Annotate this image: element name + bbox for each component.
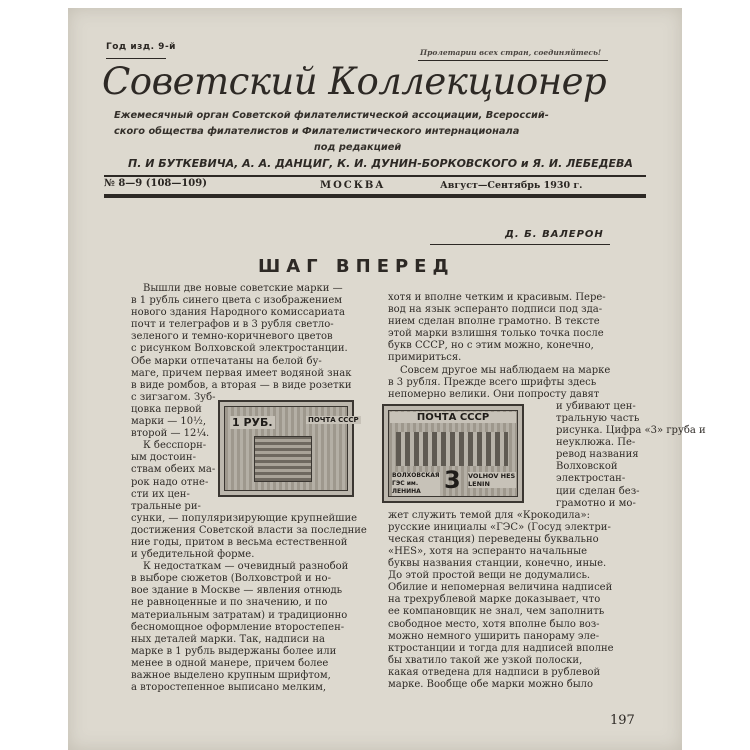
text-line: с рисунком Волховской электростанции.: [131, 343, 348, 355]
text-line: сти их цен-: [131, 488, 190, 500]
text-line: Обе марки отпечатаны на белой бу-: [131, 355, 322, 367]
text-line: в 3 рубля. Прежде всего шрифты здесь: [388, 376, 597, 388]
text-line: К бесспорн-: [143, 440, 207, 452]
editorship-label: под редакцией: [314, 142, 402, 153]
stamp-3-rouble: [382, 404, 524, 503]
text-line: До этой простой вещи не додумались.: [388, 570, 591, 582]
text-line: ревод названия: [556, 449, 639, 461]
text-line: Волховской: [556, 461, 618, 473]
masthead: Советский Коллекционер: [102, 60, 607, 103]
text-line: не равноценные и по значению, и по: [131, 597, 328, 609]
article-title: ШАГ ВПЕРЕД: [258, 256, 455, 277]
text-line: ние годы, притом в весьма естественной: [131, 536, 348, 548]
stamp-2-left-caption: ВОЛХОВСКАЯ ГЭС им. ЛЕНИНА: [392, 472, 440, 495]
text-line: важное выделено крупным шрифтом,: [131, 670, 331, 681]
text-line: электростан-: [556, 473, 626, 485]
stamp-2-country: ПОЧТА СССР: [390, 412, 516, 423]
author-rule: [430, 244, 610, 245]
text-line: почт и телеграфов и в 3 рубля светло-: [131, 319, 334, 331]
text-line: второй — 12¼.: [131, 428, 210, 440]
text-line: рисунка. Цифра «3» груба и: [556, 425, 706, 437]
text-line: в виде ромбов, а вторая — в виде розетки: [131, 379, 352, 391]
masthead-rule-bottom: [104, 194, 646, 198]
text-line: Вышли две новые советские марки —: [143, 283, 343, 294]
issue-city: МОСКВА: [320, 180, 386, 191]
text-line: ческая станция) переведены буквально: [388, 533, 599, 545]
text-line: буквы названия станции, конечно, иные.: [388, 558, 607, 570]
text-line: рок надо отне-: [131, 476, 209, 488]
text-line: марке в 1 рубль выдержаны более или: [131, 645, 337, 657]
text-line: бы хватило такой же узкой полоски,: [388, 654, 583, 666]
text-line: ее компановщик не знал, чем заполнить: [388, 606, 605, 618]
text-line: Совсем другое мы наблюдаем на марке: [400, 364, 611, 376]
text-line: а второстепенное выписано мелким,: [131, 682, 327, 694]
text-line: непомерно велики. Они попросту давят: [388, 388, 600, 400]
page-number: 197: [610, 713, 635, 728]
text-line: менее в одной манере, причем более: [131, 657, 329, 669]
text-line: нием сделан вполне грамотно. В тексте: [388, 316, 600, 328]
text-line: жет служить темой для «Крокодила»:: [388, 509, 590, 521]
text-line: зеленого и темно-коричневого цветов: [131, 331, 333, 343]
text-line: и убедительной форме.: [131, 549, 255, 561]
issue-number: № 8—9 (108—109): [104, 178, 207, 189]
text-line: можно немного уширить панораму эле-: [388, 630, 600, 642]
text-line: бесномощное оформление второстепен-: [131, 621, 345, 633]
text-line: на трехрублевой марке доказывает, что: [388, 594, 601, 606]
text-line: Обилие и непомерная величина надписей: [388, 582, 613, 594]
text-line: примириться.: [388, 352, 462, 364]
text-line: грамотно и мо-: [556, 497, 636, 509]
text-line: ым достоин-: [131, 452, 196, 464]
text-line: неуклюжа. Пе-: [556, 437, 636, 449]
editors-line: П. И БУТКЕВИЧА, А. А. ДАНЦИГ, К. И. ДУНИН-БОРКОВСКОГО и Я. И. ЛЕБЕДЕВА: [128, 157, 633, 170]
text-line: ствам обеих ма-: [131, 464, 216, 476]
text-line: нового здания Народного комиссариата: [131, 307, 345, 319]
masthead-rule-top: [104, 175, 646, 177]
stamp-2-right-caption: VOLHOV HES LENIN: [468, 472, 516, 488]
text-line: цовка первой: [131, 403, 202, 415]
text-line: ктростанции и тогда для надписей вполне: [388, 642, 614, 654]
year-label: Год изд. 9-й: [106, 42, 176, 52]
text-line: сунки, — популяризирующие крупнейшие: [131, 512, 358, 524]
stamp-2-value: 3: [444, 466, 461, 494]
subtitle-line-2: ского общества филателистов и Филателистического интернационала: [114, 126, 520, 137]
text-line: в выборе сюжетов (Волховстрой и но-: [131, 573, 331, 585]
text-line: марки — 10½,: [131, 416, 207, 428]
text-line: тральную часть: [556, 412, 640, 424]
text-line: вое здание в Москве — явления отнюдь: [131, 585, 343, 597]
text-line: и убивают цен-: [556, 400, 636, 412]
stamp-1-building-icon: [254, 436, 312, 482]
stamp-1-rouble: [218, 400, 359, 497]
text-line: тральные ри-: [131, 500, 201, 512]
article-author: Д. Б. ВАЛЕРОН: [505, 229, 604, 240]
text-line: материальным затратам) и традиционно: [131, 609, 348, 621]
text-line: этой марки взлишня только точка после: [388, 328, 604, 340]
text-line: достижения Советской власти за последние: [131, 524, 367, 536]
text-line: ных деталей марки. Так, надписи на: [131, 633, 325, 645]
text-line: свободное место, хотя вполне было воз-: [388, 618, 600, 630]
text-line: хотя и вполне четким и красивым. Пере-: [388, 292, 606, 303]
text-line: букв СССР, но с этим можно, конечно,: [388, 340, 594, 352]
text-line: русские инициалы «ГЭС» (Госуд электри-: [388, 521, 611, 533]
text-line: К недостаткам — очевидный разнобой: [143, 561, 349, 573]
subtitle-line-1: Ежемесячный орган Советской филателистической ассоциации, Всероссий-: [114, 110, 549, 121]
journal-page: [68, 8, 706, 750]
text-line: ции сделан без-: [556, 485, 640, 497]
issue-date: Август—Сентябрь 1930 г.: [440, 180, 583, 191]
text-line: вод на язык эсперанто подписи под зда-: [388, 304, 603, 316]
stamp-2-powerstation-icon: [396, 432, 508, 466]
text-line: марке. Вообще обе марки можно было: [388, 679, 594, 690]
text-line: «HES», хотя на эсперанто начальные: [388, 545, 588, 557]
header-rule-left: [106, 58, 166, 59]
stamp-1-country: ПОЧТА СССР: [308, 416, 359, 424]
stamp-1-value: 1 РУБ.: [232, 416, 273, 429]
text-line: маге, причем первая имеет водяной знак: [131, 367, 352, 379]
text-line: в 1 рубль синего цвета с изображением: [131, 295, 343, 307]
motto: Пролетарии всех стран, соединяйтесь!: [420, 48, 602, 57]
text-line: с зигзагом. Зуб-: [131, 391, 216, 403]
text-line: какая отведена для надписи в рублевой: [388, 666, 601, 678]
